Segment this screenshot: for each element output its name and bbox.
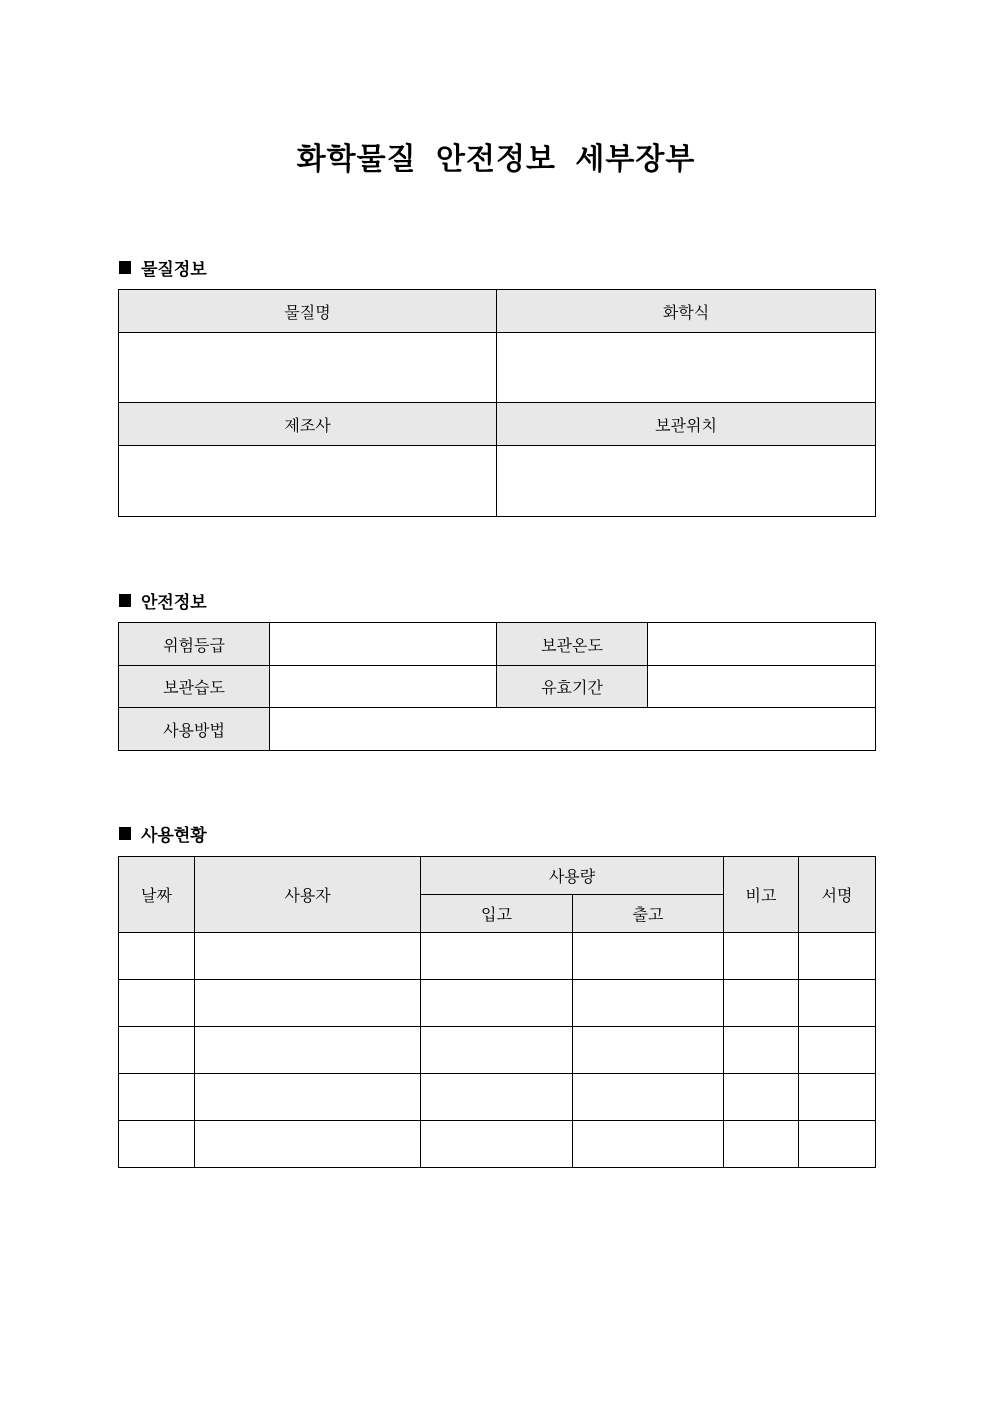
date-cell[interactable] — [119, 1074, 195, 1121]
in-cell[interactable] — [421, 1121, 573, 1168]
signature-cell[interactable] — [799, 1027, 876, 1074]
section-heading-material — [119, 255, 207, 280]
header-out: 출고 — [573, 895, 724, 933]
note-cell[interactable] — [724, 933, 799, 980]
header-user: 사용자 — [195, 857, 421, 933]
label-manufacturer: 제조사 — [119, 403, 497, 446]
usage-method-field[interactable] — [270, 708, 876, 751]
header-signature: 서명 — [799, 857, 876, 933]
label-storage-temperature: 보관온도 — [497, 623, 648, 666]
signature-cell[interactable] — [799, 1121, 876, 1168]
header-date: 날짜 — [119, 857, 195, 933]
user-cell[interactable] — [195, 1121, 421, 1168]
section-title: 사용현황 — [141, 826, 207, 846]
square-bullet-icon — [119, 261, 131, 274]
chemical-formula-field[interactable] — [497, 333, 876, 403]
section-heading-safety — [119, 588, 207, 613]
out-cell[interactable] — [573, 980, 724, 1027]
out-cell[interactable] — [573, 1074, 724, 1121]
note-cell[interactable] — [724, 1074, 799, 1121]
header-in: 입고 — [421, 895, 573, 933]
out-cell[interactable] — [573, 1027, 724, 1074]
note-cell[interactable] — [724, 1121, 799, 1168]
square-bullet-icon — [119, 827, 131, 840]
user-cell[interactable] — [195, 980, 421, 1027]
label-chemical-formula: 화학식 — [497, 290, 876, 333]
in-cell[interactable] — [421, 1074, 573, 1121]
user-cell[interactable] — [195, 1027, 421, 1074]
storage-location-field[interactable] — [497, 446, 876, 517]
date-cell[interactable] — [119, 980, 195, 1027]
page-title: 화학물질 안전정보 세부장부 — [296, 142, 696, 177]
label-storage-location: 보관위치 — [497, 403, 876, 446]
in-cell[interactable] — [421, 980, 573, 1027]
note-cell[interactable] — [724, 980, 799, 1027]
manufacturer-field[interactable] — [119, 446, 497, 517]
safety-info-table — [118, 622, 876, 751]
signature-cell[interactable] — [799, 980, 876, 1027]
section-title: 물질정보 — [141, 260, 207, 280]
out-cell[interactable] — [573, 933, 724, 980]
table-row — [119, 1074, 876, 1121]
label-hazard-grade: 위험등급 — [119, 623, 270, 666]
table-row — [119, 1121, 876, 1168]
label-storage-humidity: 보관습도 — [119, 666, 270, 708]
table-row — [119, 980, 876, 1027]
user-cell[interactable] — [195, 933, 421, 980]
signature-cell[interactable] — [799, 1074, 876, 1121]
storage-humidity-field[interactable] — [270, 666, 497, 708]
label-material-name: 물질명 — [119, 290, 497, 333]
in-cell[interactable] — [421, 933, 573, 980]
table-row — [119, 1027, 876, 1074]
date-cell[interactable] — [119, 933, 195, 980]
usage-status-table — [118, 856, 876, 1168]
user-cell[interactable] — [195, 1074, 421, 1121]
header-note: 비고 — [724, 857, 799, 933]
label-expiration: 유효기간 — [497, 666, 648, 708]
section-title: 안전정보 — [141, 593, 207, 613]
hazard-grade-field[interactable] — [270, 623, 497, 666]
header-amount: 사용량 — [421, 857, 724, 895]
table-row — [119, 933, 876, 980]
signature-cell[interactable] — [799, 933, 876, 980]
material-info-table — [118, 289, 876, 517]
label-usage-method: 사용방법 — [119, 708, 270, 751]
storage-temperature-field[interactable] — [648, 623, 876, 666]
section-heading-usage — [119, 821, 207, 846]
out-cell[interactable] — [573, 1121, 724, 1168]
material-name-field[interactable] — [119, 333, 497, 403]
note-cell[interactable] — [724, 1027, 799, 1074]
square-bullet-icon — [119, 594, 131, 607]
in-cell[interactable] — [421, 1027, 573, 1074]
expiration-field[interactable] — [648, 666, 876, 708]
date-cell[interactable] — [119, 1121, 195, 1168]
date-cell[interactable] — [119, 1027, 195, 1074]
